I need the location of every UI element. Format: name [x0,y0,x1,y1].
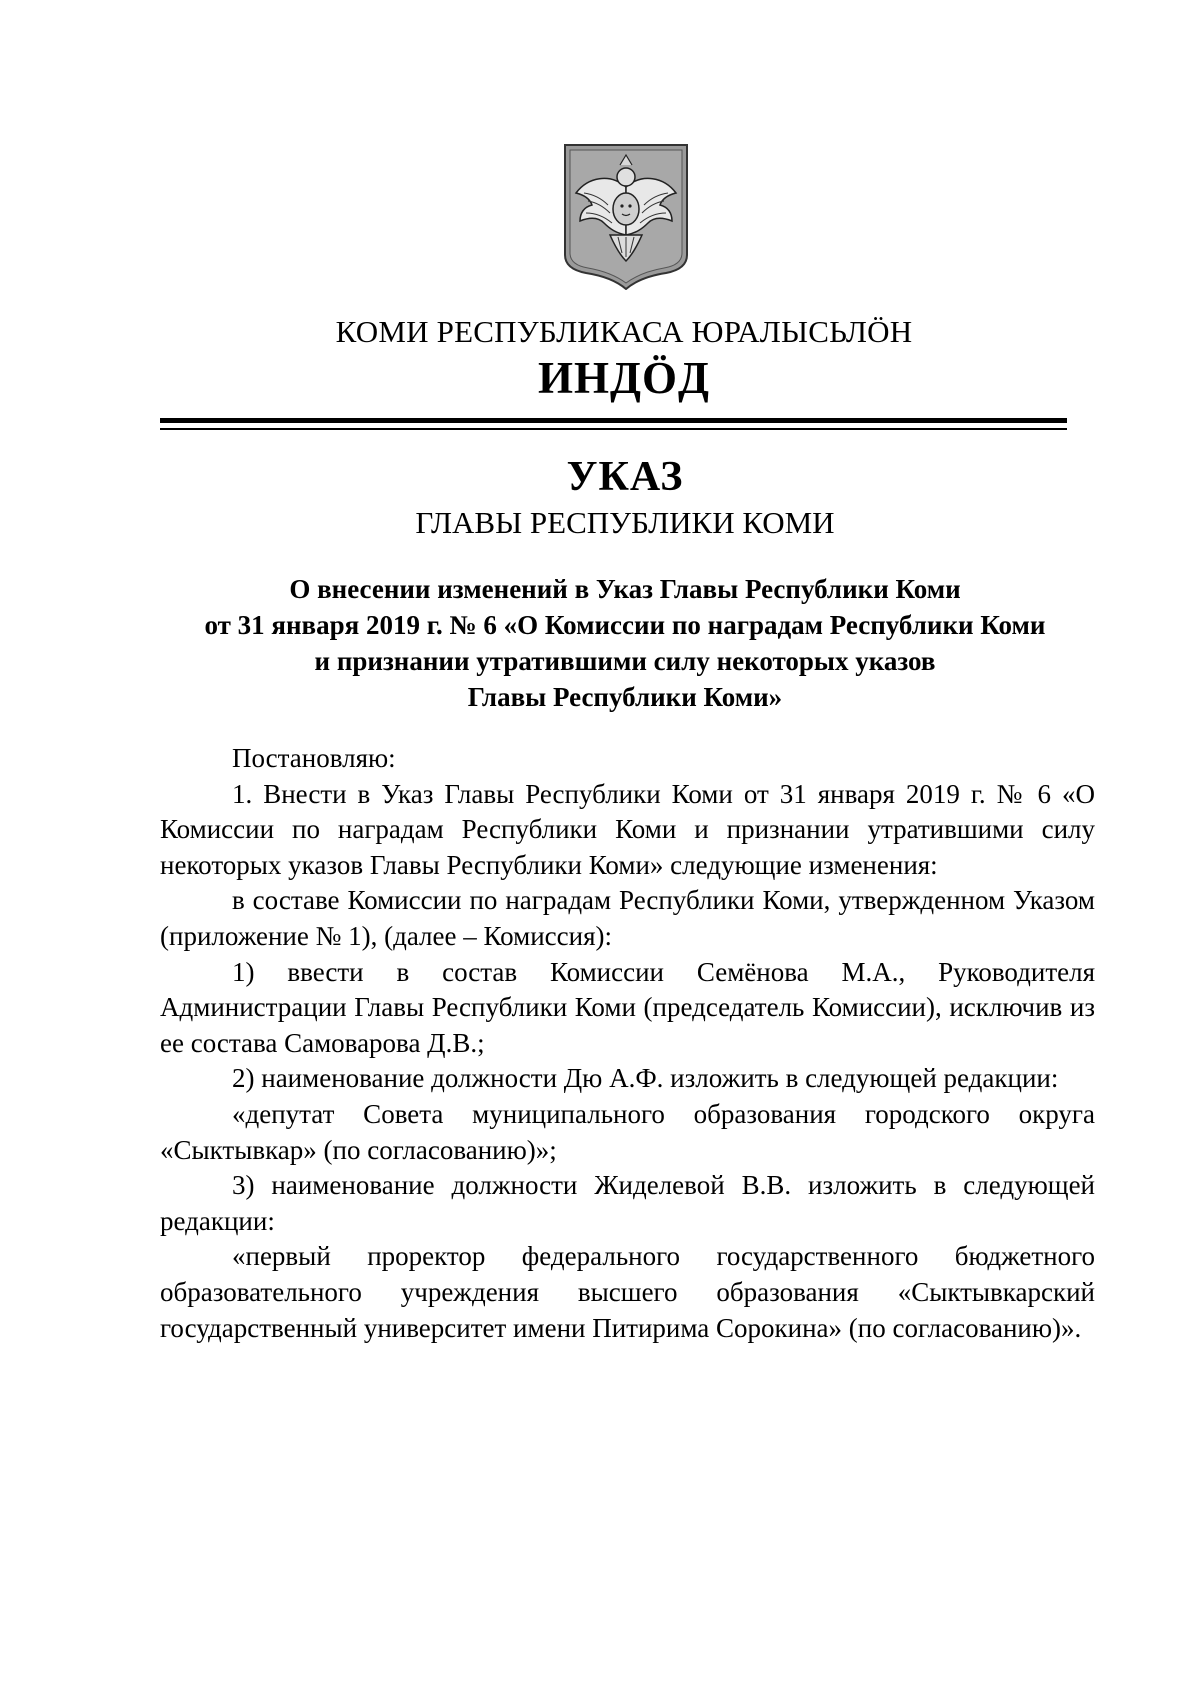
document-body [160,741,1095,1346]
body-paragraph-composition: в составе Комиссии по наградам Республики Коми, утвержденном Указом (приложение № 1), (далее – Комиссия): [160,885,1095,951]
document-title [160,571,1090,715]
body-paragraph-item-1: 1) ввести в состав Комиссии Семёнова М.А., Руководителя Администрации Главы Республики Коми (председатель Комиссии), исключив из ее состава Самоварова Д.В.; [160,956,1095,1058]
document-title-line: от 31 января 2019 г. № 6 «О Комиссии по наградам Республики Коми [204,610,1046,640]
body-paragraph-item-2: 2) наименование должности Дю А.Ф. изложить в следующей редакции: [232,1063,1059,1094]
body-paragraph-item-3: 3) наименование должности Жиделевой В.В. изложить в следующей редакции: [160,1170,1095,1236]
header-komi-decree-title: ИНДÖД [538,353,710,403]
body-paragraph-1: 1. Внести в Указ Главы Республики Коми от 31 января 2019 г. № 6 «О Комиссии по наградам Республики Коми и признании утратившими силу некоторых указов Главы Республики Коми» следующие изменения: [160,778,1095,880]
document-issuer: ГЛАВЫ РЕСПУБЛИКИ КОМИ [415,505,835,540]
document-title-line: и признании утратившими силу некоторых указов [314,646,936,676]
document-title-line: О внесении изменений в Указ Главы Республики Коми [289,574,961,604]
komi-coat-of-arms-emblem [562,143,690,290]
body-paragraph-quote-1: «депутат Совета муниципального образования городского округа «Сыктывкар» (по согласованию)»; [160,1098,1095,1165]
document-type-heading: УКАЗ [566,454,684,500]
header-divider-thick [160,418,1067,423]
body-paragraph-quote-2: «первый проректор федерального государственного бюджетного образовательного учреждения высшего образования «Сыктывкарский государственный университет имени Питирима Сорокина» (по согласованию)». [160,1241,1095,1343]
header-komi-line: КОМИ РЕСПУБЛИКАСА ЮРАЛЫСЬЛÖН [335,314,913,349]
header-divider-thin [160,428,1067,430]
document-title-line: Главы Республики Коми» [467,682,783,712]
body-paragraph-resolve: Постановляю: [232,743,396,773]
